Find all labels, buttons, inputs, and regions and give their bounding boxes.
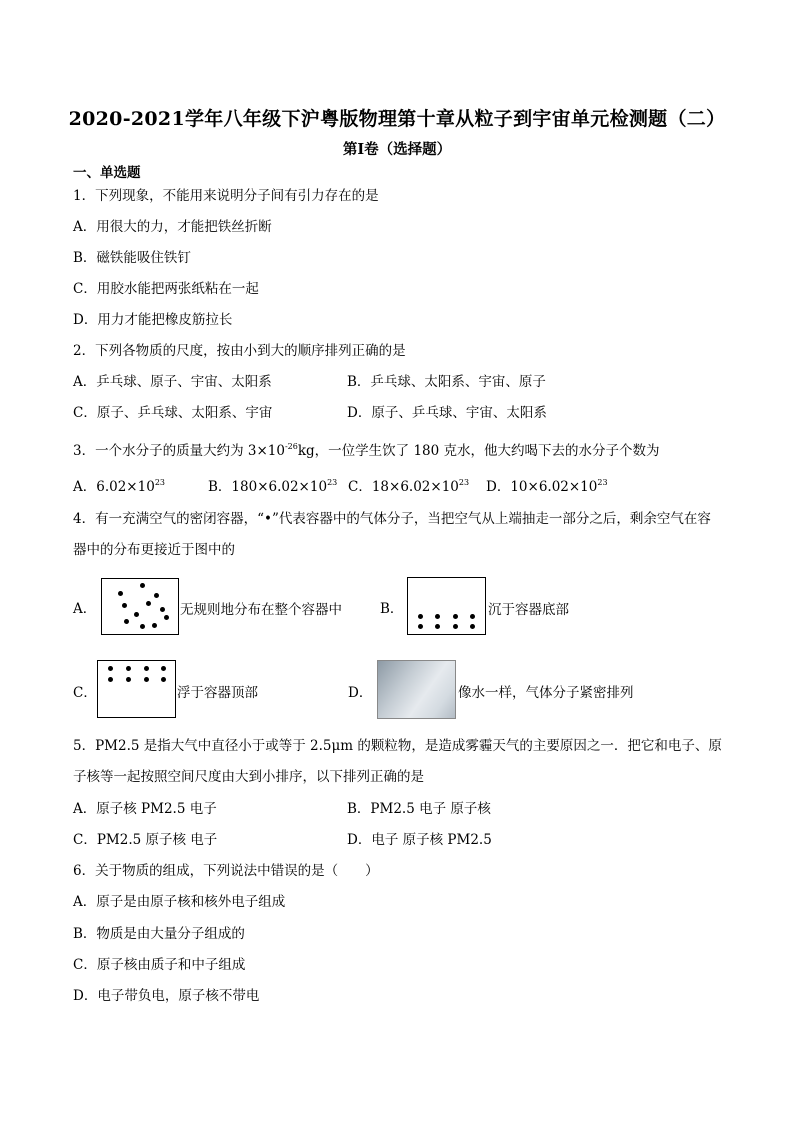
question-4-stem-line-1: 4．有一充满空气的密闭容器，“•”代表容器中的气体分子，当把空气从上端抽走一部分之后，剩余空气在容 [73, 511, 711, 527]
question-1-stem: 1．下列现象，不能用来说明分子间有引力存在的是 [73, 188, 379, 204]
question-1-option-c: C．用胶水能把两张纸粘在一起 [73, 281, 259, 297]
question-3-option-c: C．$18\times 6.02\times 10^{23}$ [348, 478, 470, 495]
question-5-option-c: C．PM2.5 原子核 电子 [73, 832, 218, 848]
question-4-option-b-label: B． [380, 601, 404, 617]
question-2-option-a: A．乒乓球、原子、宇宙、太阳系 [73, 374, 272, 390]
volume-subtitle: 第I卷（选择题） [342, 141, 452, 158]
question-6-stem: 6．关于物质的组成，下列说法中错误的是（ ） [73, 863, 379, 879]
question-4-option-a-text: 无规则地分布在整个容器中 [180, 602, 342, 618]
container-random-diagram [101, 578, 179, 635]
question-2-option-d: D．原子、乒乓球、宇宙、太阳系 [347, 405, 547, 421]
question-6-option-a: A．原子是由原子核和核外电子组成 [73, 894, 286, 910]
question-2-stem: 2．下列各物质的尺度，按由小到大的顺序排列正确的是 [73, 343, 406, 359]
question-5-stem-line-2: 子核等一起按照空间尺度由大到小排序，以下排列正确的是 [73, 769, 424, 785]
container-top-diagram [97, 660, 176, 718]
question-3-option-d: D．$10\times 6.02\times 10^{23}$ [486, 478, 608, 495]
question-2-option-c: C．原子、乒乓球、太阳系、宇宙 [73, 405, 273, 421]
question-1-option-d: D．用力才能把橡皮筋拉长 [73, 312, 233, 328]
question-3-option-a: A．$6.02\times 10^{23}$ [73, 478, 165, 495]
question-1-option-a: A．用很大的力，才能把铁丝折断 [73, 219, 272, 235]
question-3-stem: 3．一个水分子的质量大约为 $3\times 10^{-26}kg$，一位学生饮了 180 克水，他大约喝下去的水分子个数为 [73, 442, 660, 459]
question-4-option-a-label: A． [73, 601, 97, 617]
question-2-option-b: B．乒乓球、太阳系、宇宙、原子 [347, 374, 546, 390]
question-6-option-c: C．原子核由质子和中子组成 [73, 957, 246, 973]
question-4-option-c-label: C． [73, 685, 97, 701]
container-bottom-diagram [407, 577, 486, 635]
section-heading: 一、单选题 [73, 165, 141, 181]
question-4-stem-line-2: 器中的分布更接近于图中的 [73, 542, 235, 558]
question-4-option-d-text: 像水一样，气体分子紧密排列 [458, 685, 634, 701]
container-dense-diagram [377, 660, 456, 719]
question-4-option-c-text: 浮于容器顶部 [177, 685, 258, 701]
question-6-option-d: D．电子带负电，原子核不带电 [73, 988, 260, 1004]
question-6-option-b: B．物质是由大量分子组成的 [73, 926, 245, 942]
question-1-option-b: B．磁铁能吸住铁钉 [73, 250, 191, 266]
question-3-option-b: B．$180\times 6.02\times 10^{23}$ [208, 478, 338, 495]
question-5-option-b: B．PM2.5 电子 原子核 [347, 801, 491, 817]
question-5-option-d: D．电子 原子核 PM2.5 [347, 832, 492, 848]
question-4-option-b-text: 沉于容器底部 [488, 602, 569, 618]
question-5-option-a: A．原子核 PM2.5 电子 [73, 801, 217, 817]
question-5-stem-line-1: 5．PM2.5 是指大气中直径小于或等于 2.5μm 的颗粒物，是造成雾霾天气的主要原因之一．把它和电子、原 [73, 738, 722, 754]
question-4-option-d-label: D． [348, 685, 373, 701]
exam-title: 2020-2021学年八年级下沪粤版物理第十章从粒子到宇宙单元检测题（二） [68, 108, 726, 130]
